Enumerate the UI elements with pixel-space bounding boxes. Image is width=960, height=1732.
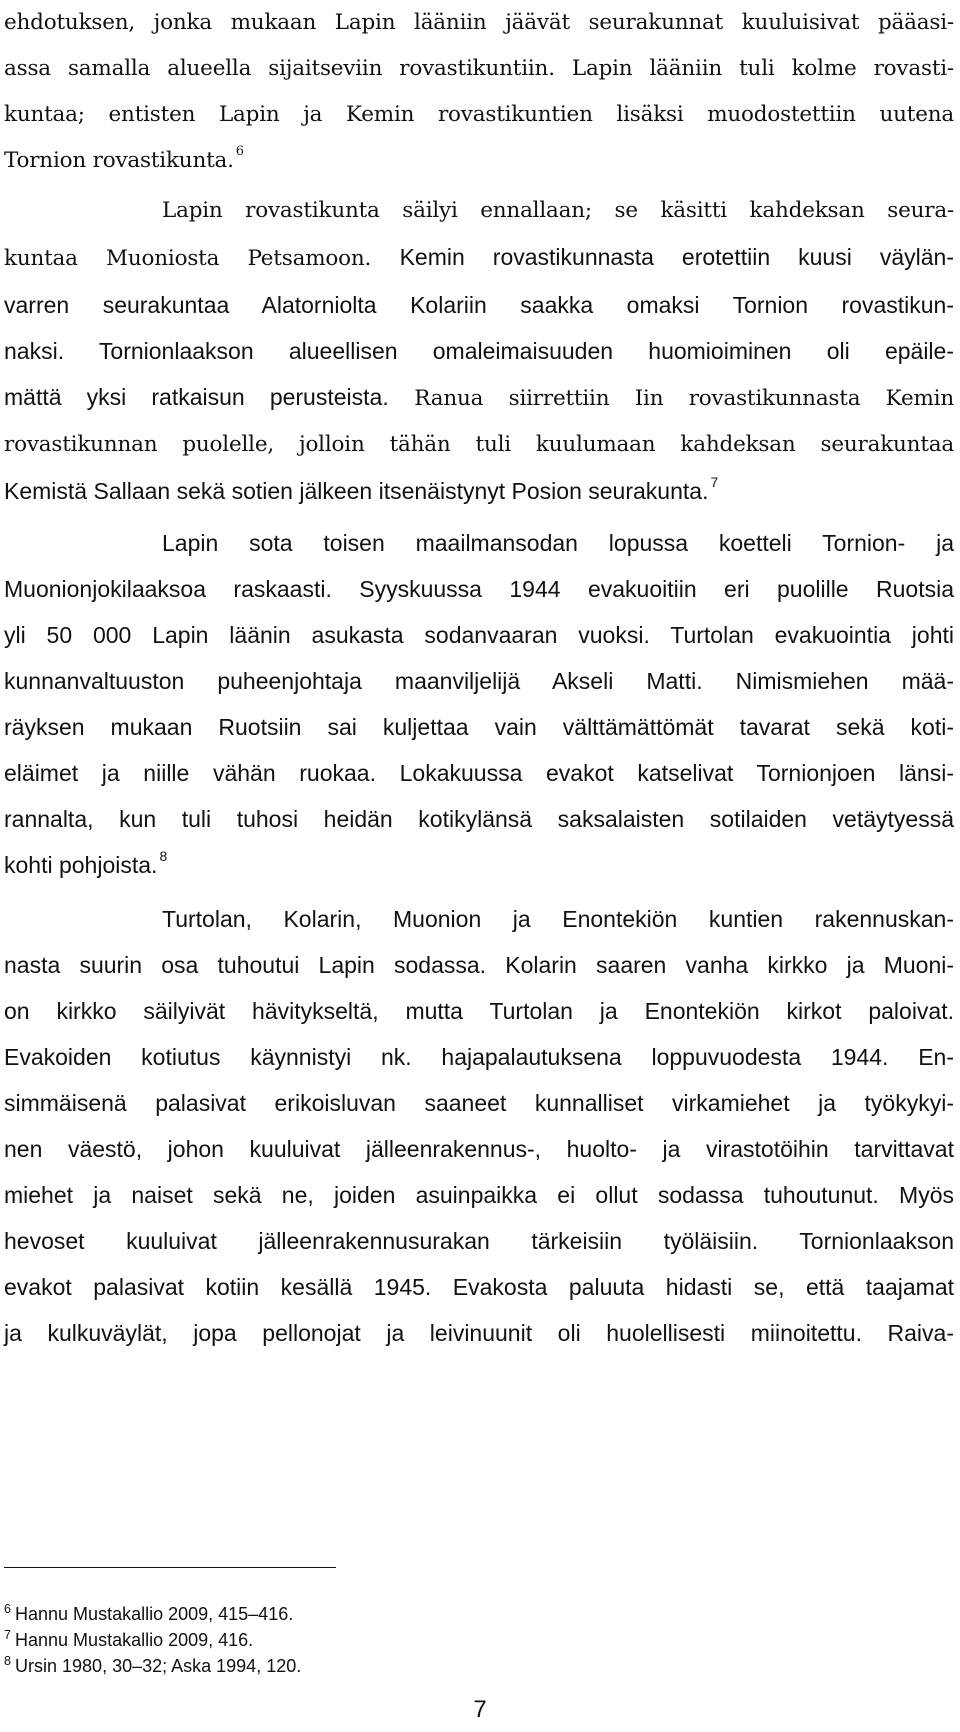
text-line: Turtolan, Kolarin, Muonion ja Enontekiön kuntien rakennuskan-: [162, 906, 954, 932]
text-line: ja kulkuväylät, jopa pellonojat ja leivinuunit oli huolellisesti miinoitettu. Raiva-: [4, 1320, 954, 1346]
text-line: Lapin rovastikunta säilyi ennallaan; se käsitti kahdeksan seura-: [162, 198, 954, 223]
paragraph-2: [4, 188, 954, 514]
text-line: varren seurakuntaa Alatorniolta Kolariin saakka omaksi Tornion rovastikun-: [4, 292, 954, 318]
footnote-7: [4, 1627, 301, 1653]
text-line: [4, 468, 954, 514]
text-line: simmäisenä palasivat erikoisluvan saaneet kunnalliset virkamiehet ja työkykyi-: [4, 1090, 954, 1116]
text-line: eläimet ja niille vähän ruokaa. Lokakuussa evakot katselivat Tornionjoen länsi-: [4, 760, 954, 786]
text-line: yli 50 000 Lapin läänin asukasta sodanvaaran vuoksi. Turtolan evakuointia johti: [4, 622, 954, 648]
footnote-text: Hannu Mustakallio 2009, 415–416.: [15, 1604, 294, 1624]
text-line: miehet ja naiset sekä ne, joiden asuinpaikka ei ollut sodassa tuhoutunut. Myös: [4, 1182, 954, 1208]
text-line: [4, 842, 954, 888]
text-line: nen väestö, johon kuuluivat jälleenrakennus-, huolto- ja virastotöihin tarvittavat: [4, 1136, 954, 1162]
text-line: Muonionjokilaaksoa raskaasti. Syyskuussa 1944 evakuoitiin eri puolille Ruotsia: [4, 576, 954, 602]
paragraph-4: [4, 896, 954, 1356]
text-fragment: Tornion rovastikunta.: [4, 148, 234, 173]
footnotes: [4, 1601, 301, 1679]
text-fragment: Kemin rovastikunnasta erotettiin kuusi väylän-: [399, 244, 954, 270]
page-number: 7: [473, 1696, 487, 1723]
text-line: Evakoiden kotiutus käynnistyi nk. hajapalautuksena loppuvuodesta 1944. En-: [4, 1044, 954, 1070]
text-line: hevoset kuuluivat jälleenrakennusurakan tärkeisiin työläisiin. Tornionlaakson: [4, 1228, 954, 1254]
footnote-ref-6: 6: [235, 144, 244, 160]
text-fragment: kuntaa Muoniosta Petsamoon.: [4, 246, 372, 271]
text-line: assa samalla alueella sijaitseviin rovastikuntiin. Lapin lääniin tuli kolme rovasti-: [4, 56, 954, 81]
text-line: rannalta, kun tuli tuhosi heidän kotikylänsä saksalaisten sotilaiden vetäytyessä: [4, 806, 954, 832]
footnote-text: Hannu Mustakallio 2009, 416.: [15, 1630, 254, 1650]
footnote-ref-8: 8: [159, 848, 168, 864]
text-line: räyksen mukaan Ruotsiin sai kuljettaa vain välttämättömät tavarat sekä koti-: [4, 714, 954, 740]
text-line: [4, 234, 954, 282]
text-line: evakot palasivat kotiin kesällä 1945. Evakosta paluuta hidasti se, että taajamat: [4, 1274, 954, 1300]
paragraph-3: [4, 520, 954, 888]
text-line: ehdotuksen, jonka mukaan Lapin lääniin jäävät seurakunnat kuuluisivat pääasi-: [4, 10, 954, 35]
footnote-separator: [4, 1567, 336, 1568]
footnote-number: 8: [4, 1654, 12, 1669]
footnote-text: Ursin 1980, 30–32; Aska 1994, 120.: [15, 1656, 302, 1676]
text-line: rovastikunnan puolelle, jolloin tähän tuli kuulumaan kahdeksan seurakuntaa: [4, 432, 954, 457]
footnote-ref-7: 7: [710, 474, 719, 490]
text-fragment: mättä yksi ratkaisun perusteista.: [4, 384, 389, 410]
footnote-6: [4, 1601, 301, 1627]
text-line: [4, 374, 954, 422]
text-fragment: Ranua siirrettiin Iin rovastikunnasta Kemin: [414, 386, 955, 411]
paragraph-1: [4, 0, 954, 184]
text-line: kunnanvaltuuston puheenjohtaja maanviljelijä Akseli Matti. Nimismiehen mää-: [4, 668, 954, 694]
footnote-number: 6: [4, 1602, 12, 1617]
text-line: on kirkko säilyivät hävitykseltä, mutta Turtolan ja Enontekiön kirkot paloivat.: [4, 998, 954, 1024]
text-line: naksi. Tornionlaakson alueellisen omaleimaisuuden huomioiminen oli epäile-: [4, 338, 954, 364]
text-fragment: Kemistä Sallaan sekä sotien jälkeen itsenäistynyt Posion seurakunta.: [4, 478, 709, 504]
text-fragment: kohti pohjoista.: [4, 852, 158, 878]
text-line: nasta suurin osa tuhoutui Lapin sodassa. Kolarin saaren vanha kirkko ja Muoni-: [4, 952, 954, 978]
text-line: [4, 138, 954, 184]
footnote-number: 7: [4, 1628, 12, 1643]
footnote-8: [4, 1653, 301, 1679]
text-line: kuntaa; entisten Lapin ja Kemin rovastikuntien lisäksi muodostettiin uutena: [4, 102, 954, 127]
text-line: Lapin sota toisen maailmansodan lopussa koetteli Tornion- ja: [162, 530, 954, 556]
